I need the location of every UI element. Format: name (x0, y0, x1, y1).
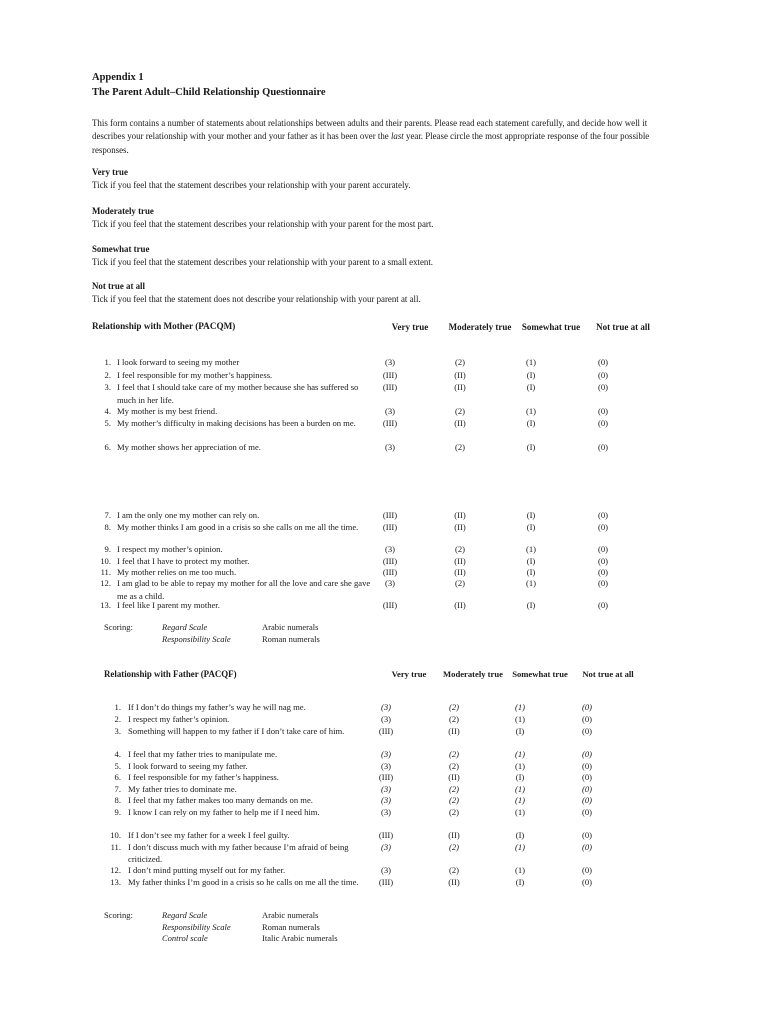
response-very-true[interactable]: (III) (378, 772, 394, 782)
item-statement: I feel that my father tries to manipulate me. (128, 749, 278, 759)
item-statement: I know I can rely on my father to help me if I need him. (128, 807, 320, 817)
response-very-true[interactable]: (III) (382, 556, 398, 566)
response-not-true[interactable]: (0) (581, 877, 593, 887)
item-number: 11. (100, 567, 111, 577)
response-not-true[interactable]: (0) (597, 406, 609, 416)
father-col-moderately-true: Moderately true (443, 669, 503, 679)
item-number: 12. (100, 578, 111, 588)
response-somewhat-true[interactable]: (1) (525, 544, 537, 554)
scoring-scale-desc: Arabic numerals (262, 622, 319, 632)
response-moderately-true[interactable]: (2) (454, 357, 466, 367)
response-not-true[interactable]: (0) (581, 749, 593, 759)
response-moderately-true[interactable]: (2) (448, 714, 460, 724)
item-number: 1. (114, 702, 121, 712)
response-not-true[interactable]: (0) (597, 442, 609, 452)
option-desc-not-true: Tick if you feel that the statement does not describe your relationship with your parent at all. (92, 294, 421, 304)
response-somewhat-true[interactable]: (1) (525, 406, 537, 416)
scoring-scale-desc: Roman numerals (262, 921, 320, 932)
response-somewhat-true[interactable]: (I) (526, 556, 536, 566)
option-heading-not-true: Not true at all (92, 281, 145, 291)
response-somewhat-true[interactable]: (I) (526, 567, 536, 577)
item-statement: I feel that I should take care of my mother because she has suffered so much in her life. (117, 382, 359, 405)
father-section-title: Relationship with Father (PACQF) (104, 669, 237, 679)
response-somewhat-true[interactable]: (I) (526, 510, 536, 520)
response-very-true[interactable]: (3) (380, 842, 392, 852)
response-very-true[interactable]: (3) (380, 761, 392, 771)
response-not-true[interactable]: (0) (581, 795, 593, 805)
response-somewhat-true[interactable]: (I) (526, 418, 536, 428)
response-somewhat-true[interactable]: (1) (525, 578, 537, 588)
response-moderately-true[interactable]: (2) (448, 865, 460, 875)
item-number: 13. (100, 600, 111, 610)
response-not-true[interactable]: (0) (597, 510, 609, 520)
response-somewhat-true[interactable]: (I) (526, 442, 536, 452)
response-moderately-true[interactable]: (II) (454, 567, 466, 577)
item-statement: I feel that my father makes too many demands on me. (128, 795, 313, 805)
item-statement: I feel responsible for my mother’s happiness. (117, 370, 273, 380)
item-statement: If I don’t do things my father’s way he will nag me. (128, 702, 306, 712)
scoring-scale-desc: Arabic numerals (262, 910, 319, 920)
option-heading-moderately-true: Moderately true (92, 206, 154, 216)
item-number: 11. (110, 842, 121, 852)
response-very-true[interactable]: (III) (378, 877, 394, 887)
response-moderately-true[interactable]: (2) (448, 702, 460, 712)
response-very-true[interactable]: (3) (380, 865, 392, 875)
item-number: 6. (114, 772, 121, 782)
response-very-true[interactable]: (3) (384, 578, 396, 588)
item-statement: My mother shows her appreciation of me. (117, 442, 261, 452)
item-statement: I feel that I have to protect my mother. (117, 556, 250, 566)
response-somewhat-true[interactable]: (1) (525, 357, 537, 367)
father-col-very-true: Very true (391, 669, 427, 679)
response-very-true[interactable]: (3) (380, 749, 392, 759)
option-desc-very-true: Tick if you feel that the statement describes your relationship with your parent accurately. (92, 180, 411, 190)
response-moderately-true[interactable]: (II) (448, 726, 460, 736)
response-not-true[interactable]: (0) (581, 784, 593, 794)
scoring-label: Scoring: (104, 910, 133, 920)
response-somewhat-true[interactable]: (I) (515, 772, 525, 782)
response-moderately-true[interactable]: (II) (454, 510, 466, 520)
response-somewhat-true[interactable]: (1) (514, 865, 526, 875)
response-not-true[interactable]: (0) (581, 702, 593, 712)
response-moderately-true[interactable]: (II) (448, 830, 460, 840)
response-very-true[interactable]: (3) (384, 357, 396, 367)
item-number: 4. (104, 406, 111, 416)
response-somewhat-true[interactable]: (I) (526, 382, 536, 392)
response-very-true[interactable]: (III) (382, 418, 398, 428)
scoring-scale-name: Responsibility Scale (162, 633, 231, 644)
response-somewhat-true[interactable]: (1) (514, 702, 526, 712)
response-very-true[interactable]: (III) (382, 522, 398, 532)
item-statement: I don’t discuss much with my father because I’m afraid of being criticized. (128, 842, 349, 864)
item-number: 6. (104, 442, 111, 452)
response-very-true[interactable]: (3) (380, 784, 392, 794)
response-somewhat-true[interactable]: (1) (514, 807, 526, 817)
intro-text-before: This form contains a number of statements about relationships between adults and their parents. Please read each statement carefully, and decide how well it describes your relationship with your mother and your father as it has been over the (92, 118, 648, 142)
response-somewhat-true[interactable]: (1) (514, 714, 526, 724)
response-not-true[interactable]: (0) (597, 578, 609, 588)
item-number: 4. (114, 749, 121, 759)
item-number: 5. (114, 761, 121, 771)
item-statement: My mother relies on me too much. (117, 567, 237, 577)
response-not-true[interactable]: (0) (581, 772, 593, 782)
item-statement: I don’t mind putting myself out for my father. (128, 865, 286, 875)
item-number: 9. (114, 807, 121, 817)
option-desc-somewhat-true: Tick if you feel that the statement describes your relationship with your parent to a small extent. (92, 257, 434, 267)
response-not-true[interactable]: (0) (581, 726, 593, 736)
option-heading-very-true: Very true (92, 167, 128, 177)
response-somewhat-true[interactable]: (1) (514, 749, 526, 759)
scoring-scale-desc: Italic Arabic numerals (262, 933, 338, 943)
response-moderately-true[interactable]: (2) (454, 578, 466, 588)
mother-col-not-true: Not true at all (596, 322, 650, 332)
response-somewhat-true[interactable]: (I) (526, 600, 536, 610)
response-very-true[interactable]: (III) (378, 830, 394, 840)
response-not-true[interactable]: (0) (581, 842, 593, 852)
response-very-true[interactable]: (3) (380, 795, 392, 805)
item-statement: Something will happen to my father if I don’t take care of him. (128, 726, 345, 736)
response-not-true[interactable]: (0) (581, 807, 593, 817)
option-heading-somewhat-true: Somewhat true (92, 244, 150, 254)
response-moderately-true[interactable]: (2) (448, 784, 460, 794)
response-moderately-true[interactable]: (2) (448, 749, 460, 759)
scoring-scale-desc: Roman numerals (262, 633, 320, 644)
response-moderately-true[interactable]: (2) (448, 842, 460, 852)
scoring-scale-name: Regard Scale (162, 910, 208, 920)
item-number: 2. (114, 714, 121, 724)
response-somewhat-true[interactable]: (I) (515, 877, 525, 887)
response-somewhat-true[interactable]: (I) (526, 522, 536, 532)
item-statement: I look forward to seeing my mother (117, 357, 240, 367)
item-statement: I feel like I parent my mother. (117, 600, 220, 610)
mother-section-title: Relationship with Mother (PACQM) (92, 321, 236, 331)
response-moderately-true[interactable]: (II) (454, 556, 466, 566)
response-somewhat-true[interactable]: (I) (526, 370, 536, 380)
item-statement: If I don’t see my father for a week I feel guilty. (128, 830, 290, 840)
father-col-somewhat-true: Somewhat true (512, 669, 568, 679)
item-number: 9. (104, 544, 111, 554)
item-statement: I respect my father’s opinion. (128, 714, 230, 724)
response-not-true[interactable]: (0) (597, 522, 609, 532)
item-statement: My father tries to dominate me. (128, 784, 237, 794)
mother-col-very-true: Very true (391, 322, 429, 332)
item-number: 8. (104, 522, 111, 532)
item-number: 3. (114, 726, 121, 736)
response-not-true[interactable]: (0) (581, 865, 593, 875)
response-moderately-true[interactable]: (II) (454, 382, 466, 392)
response-moderately-true[interactable]: (2) (454, 406, 466, 416)
item-statement: I am glad to be able to repay my mother for all the love and care she gave me as a child. (117, 578, 371, 601)
item-number: 7. (114, 784, 121, 794)
intro-text-after: year. Please circle the most appropriate response of the four possible responses. (92, 131, 650, 155)
response-moderately-true[interactable]: (2) (448, 761, 460, 771)
option-desc-moderately-true: Tick if you feel that the statement describes your relationship with your parent for the most part. (92, 219, 434, 229)
response-very-true[interactable]: (III) (382, 600, 398, 610)
response-very-true[interactable]: (3) (380, 702, 392, 712)
intro-paragraph (92, 117, 672, 157)
scoring-label: Scoring: (104, 622, 133, 632)
item-number: 3. (104, 382, 111, 392)
item-number: 2. (104, 370, 111, 380)
document-title: The Parent Adult–Child Relationship Questionnaire (92, 87, 326, 98)
item-number: 8. (114, 795, 121, 805)
response-very-true[interactable]: (III) (382, 382, 398, 392)
response-not-true[interactable]: (0) (597, 418, 609, 428)
response-somewhat-true[interactable]: (I) (515, 830, 525, 840)
mother-col-somewhat-true: Somewhat true (521, 322, 581, 332)
response-moderately-true[interactable]: (II) (454, 418, 466, 428)
response-not-true[interactable]: (0) (597, 544, 609, 554)
response-somewhat-true[interactable]: (1) (514, 761, 526, 771)
scoring-scale-name: Responsibility Scale (162, 921, 231, 932)
scoring-scale-name: Regard Scale (162, 622, 208, 632)
response-very-true[interactable]: (III) (382, 567, 398, 577)
item-statement: My father thinks I’m good in a crisis so he calls on me all the time. (128, 877, 359, 887)
response-very-true[interactable]: (3) (384, 406, 396, 416)
appendix-label: Appendix 1 (92, 72, 144, 83)
response-somewhat-true[interactable]: (1) (514, 795, 526, 805)
response-not-true[interactable]: (0) (597, 600, 609, 610)
response-moderately-true[interactable]: (II) (448, 877, 460, 887)
response-very-true[interactable]: (III) (382, 510, 398, 520)
item-number: 10. (100, 556, 111, 566)
item-number: 1. (104, 357, 111, 367)
response-very-true[interactable]: (3) (380, 714, 392, 724)
response-moderately-true[interactable]: (2) (448, 795, 460, 805)
response-not-true[interactable]: (0) (597, 382, 609, 392)
response-not-true[interactable]: (0) (581, 714, 593, 724)
mother-scoring (104, 622, 404, 652)
item-number: 12. (110, 865, 121, 875)
response-very-true[interactable]: (III) (382, 370, 398, 380)
response-moderately-true[interactable]: (II) (454, 600, 466, 610)
response-not-true[interactable]: (0) (581, 761, 593, 771)
item-statement: I am the only one my mother can rely on. (117, 510, 260, 520)
response-somewhat-true[interactable]: (1) (514, 842, 526, 852)
response-moderately-true[interactable]: (II) (448, 772, 460, 782)
item-statement: I look forward to seeing my father. (128, 761, 248, 771)
response-not-true[interactable]: (0) (597, 357, 609, 367)
response-very-true[interactable]: (3) (384, 442, 396, 452)
response-somewhat-true[interactable]: (I) (515, 726, 525, 736)
response-not-true[interactable]: (0) (581, 830, 593, 840)
response-moderately-true[interactable]: (2) (454, 544, 466, 554)
response-moderately-true[interactable]: (2) (454, 442, 466, 452)
response-very-true[interactable]: (3) (384, 544, 396, 554)
response-not-true[interactable]: (0) (597, 556, 609, 566)
response-not-true[interactable]: (0) (597, 370, 609, 380)
response-somewhat-true[interactable]: (1) (514, 784, 526, 794)
item-number: 10. (110, 830, 121, 840)
response-moderately-true[interactable]: (2) (448, 807, 460, 817)
item-number: 5. (104, 418, 111, 428)
item-statement: I feel responsible for my father’s happiness. (128, 772, 279, 782)
response-very-true[interactable]: (III) (378, 726, 394, 736)
response-not-true[interactable]: (0) (597, 567, 609, 577)
item-statement: My mother thinks I am good in a crisis so she calls on me all the time. (117, 522, 359, 532)
item-number: 7. (104, 510, 111, 520)
item-statement: My mother’s difficulty in making decisions has been a burden on me. (117, 418, 356, 428)
response-very-true[interactable]: (3) (380, 807, 392, 817)
response-moderately-true[interactable]: (II) (454, 370, 466, 380)
item-statement: My mother is my best friend. (117, 406, 218, 416)
item-statement: I respect my mother’s opinion. (117, 544, 223, 554)
father-scoring (104, 910, 404, 952)
item-number: 13. (110, 877, 121, 887)
response-moderately-true[interactable]: (II) (454, 522, 466, 532)
father-col-not-true: Not true at all (582, 669, 634, 679)
scoring-scale-name: Control scale (162, 933, 208, 943)
intro-text-emphasis: last (390, 131, 404, 142)
mother-col-moderately-true: Moderately true (448, 322, 512, 332)
